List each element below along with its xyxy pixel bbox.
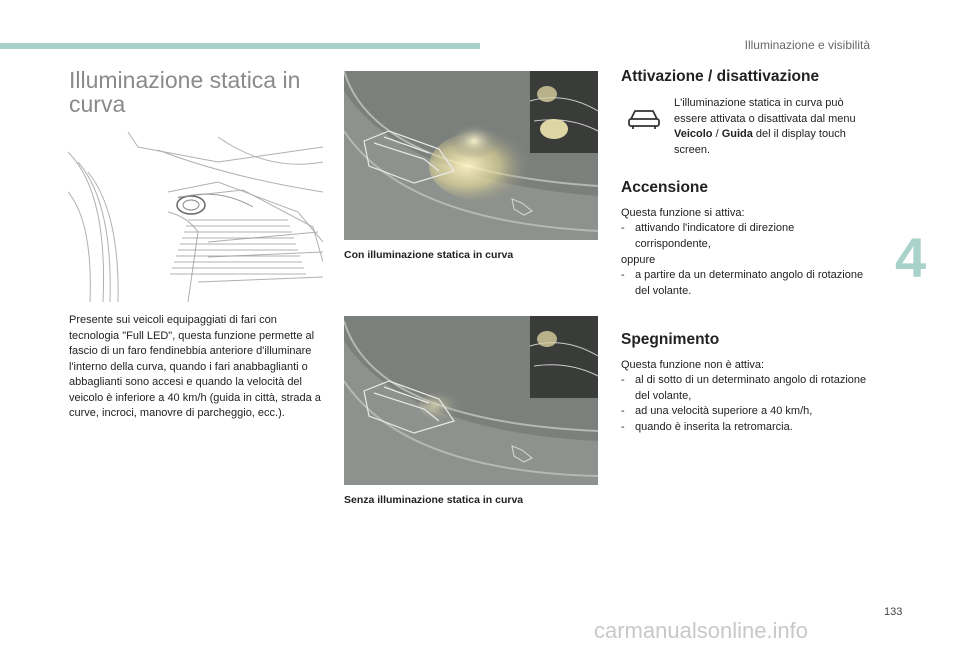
page-title: Illuminazione statica in curva — [69, 67, 301, 117]
list-item: - a partire da un determinato angolo di rotazione del volante. — [621, 268, 871, 299]
spegnimento-list — [621, 373, 871, 435]
accent-bar — [0, 43, 480, 49]
heading-spegnimento: Spegnimento — [621, 331, 720, 348]
watermark: carmanualsonline.info — [594, 618, 809, 643]
photo-without-cornering-light — [344, 316, 598, 485]
activation-text — [674, 96, 874, 158]
activation-text-after: del il display touch screen. — [674, 128, 846, 156]
body-paragraph: Presente sui veicoli equipaggiati di fari con tecnologia "Full LED", questa funzione permette al fascio di un faro fendinebbia anteriore d'illuminare l'interno della curva, quando i fari anabbaglianti o abbaglianti sono accesi e quando la velocità del veicolo è inferiore a 40 km/h (guida in città, strada a curve, incroci, manovre di parcheggio, ecc.). — [69, 314, 321, 419]
list-item: - quando è inserita la retromarcia. — [621, 420, 871, 436]
list-item: - al di sotto di un determinato angolo di rotazione del volante, — [621, 373, 871, 404]
menu-vehicle: Veicolo — [674, 128, 713, 140]
heading-activation: Attivazione / disattivazione — [621, 68, 820, 85]
accensione-oppure: oppure — [621, 254, 656, 266]
menu-drive: Guida — [721, 128, 753, 140]
activation-text-before: L'illuminazione statica in curva può essere attivata o disattivata dal menu — [674, 97, 856, 125]
section-title: Illuminazione e visibilità — [744, 38, 870, 52]
caption-without-cornering-light: Senza illuminazione statica in curva — [344, 494, 524, 506]
list-item: - ad una velocità superiore a 40 km/h, — [621, 404, 871, 420]
caption-with-cornering-light: Con illuminazione statica in curva — [344, 249, 514, 261]
car-icon — [627, 105, 661, 131]
photo-with-cornering-light — [344, 71, 598, 240]
fog-lamp-highlight — [177, 194, 253, 214]
heading-accensione: Accensione — [621, 179, 709, 196]
chapter-number: 4 — [895, 226, 927, 289]
accensione-intro: Questa funzione si attiva: — [621, 207, 745, 219]
accensione-list — [621, 221, 871, 252]
menu-separator: / — [712, 128, 722, 140]
spegnimento-intro: Questa funzione non è attiva: — [621, 359, 765, 371]
list-item: - attivando l'indicatore di direzione corrispondente, — [621, 221, 871, 252]
fog-light-illustration — [68, 132, 323, 302]
page-number: 133 — [884, 606, 903, 618]
accensione-list-2 — [621, 268, 871, 299]
